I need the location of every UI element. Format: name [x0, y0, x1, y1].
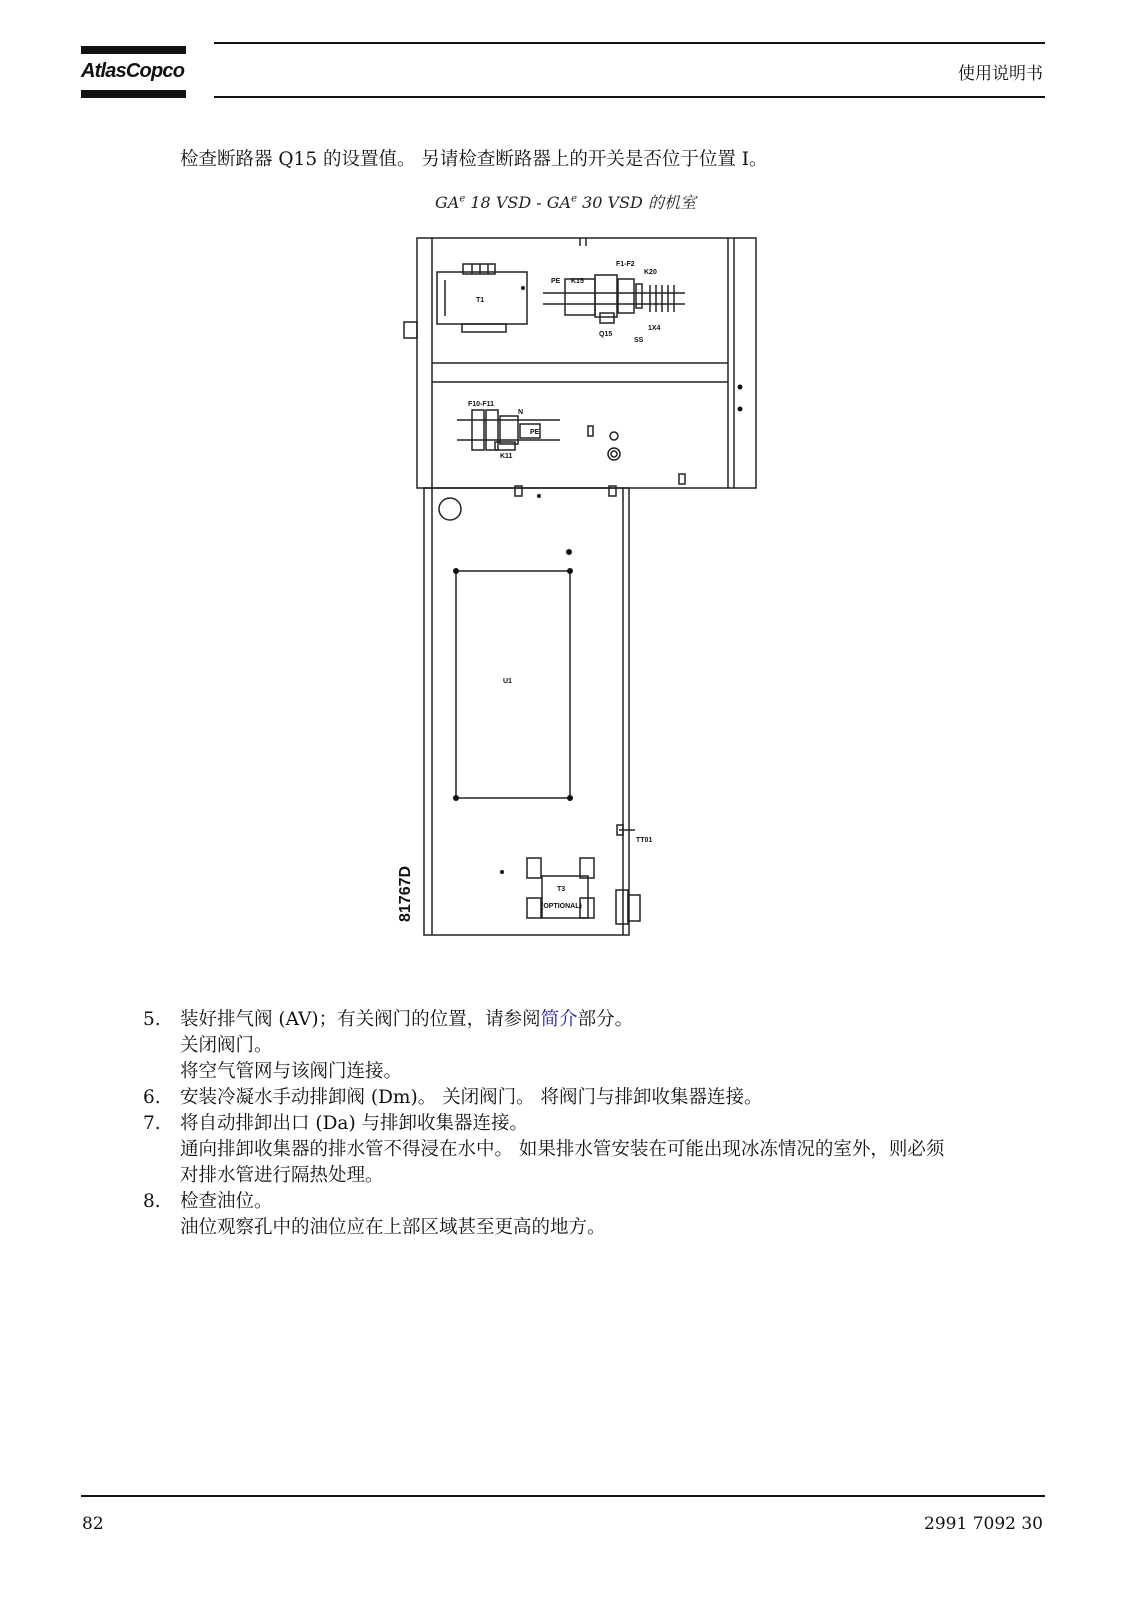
- breaker-f11: [486, 410, 498, 450]
- step-7-line-1: 将自动排卸出口 (Da) 与排卸收集器连接。: [180, 1113, 529, 1134]
- step-5-line-1: 装好排气阀 (AV)；有关阀门的位置，请参阅简介部分。: [180, 1009, 634, 1030]
- figure-caption: $GA^e$ 18 VSD - $GA^e$ 30 VSD 的机室: [435, 193, 696, 212]
- step-6-line-1: 安装冷凝水手动排卸阀 (Dm)。 关闭阀门。 将阀门与排卸收集器连接。: [180, 1087, 763, 1108]
- header-rule-bottom: [214, 96, 1045, 98]
- label-u1: U1: [503, 678, 512, 685]
- step-5-line-2: 关闭阀门。: [180, 1035, 273, 1056]
- document-number: 2991 7092 30: [924, 1514, 1043, 1534]
- step-7-line-3: 对排水管进行隔热处理。: [180, 1165, 384, 1186]
- label-t1: T1: [476, 297, 485, 304]
- page-number: 82: [82, 1514, 104, 1534]
- label-k20: K20: [644, 269, 657, 276]
- logo-bar-bottom: [81, 90, 186, 98]
- breaker-f10: [472, 410, 484, 450]
- transformer-t3: [542, 876, 588, 918]
- label-pe-bottom: PE: [530, 429, 540, 436]
- drive-u1: [456, 571, 570, 798]
- logo-bar-top: [81, 46, 186, 54]
- intro-text: 检查断路器 Q15 的设置值。 另请检查断路器上的开关是否位于位置 I。: [180, 149, 768, 170]
- label-n: N: [518, 409, 524, 416]
- step-8-line-1: 检查油位。: [180, 1191, 273, 1212]
- step-8-number: 8.: [143, 1191, 161, 1212]
- step-6-number: 6.: [143, 1087, 161, 1108]
- step-5-number: 5.: [143, 1009, 161, 1030]
- footer-rule: [81, 1495, 1045, 1497]
- label-f10-f11: F10-F11: [468, 401, 495, 408]
- label-q15: Q15: [599, 331, 613, 338]
- label-optional: (OPTIONAL): [541, 903, 582, 910]
- label-ss: SS: [634, 337, 644, 344]
- label-pe-top: PE: [551, 278, 561, 285]
- header-rule-top: [214, 42, 1045, 44]
- label-f1-f2: F1-F2: [616, 261, 635, 268]
- label-k15: K15: [571, 278, 584, 285]
- figure-reference: 81767D: [397, 865, 414, 922]
- label-k11: K11: [500, 453, 513, 460]
- step-5-line-3: 将空气管网与该阀门连接。: [180, 1061, 403, 1082]
- cabinet-diagram: [380, 230, 770, 950]
- label-1x4: 1X4: [648, 325, 661, 332]
- document-type: 使用说明书: [958, 64, 1043, 84]
- step-8-line-2: 油位观察孔中的油位应在上部区域甚至更高的地方。: [180, 1217, 606, 1238]
- label-tt01: TT01: [636, 837, 653, 844]
- breaker-q15: [595, 275, 617, 317]
- step-7-number: 7.: [143, 1113, 161, 1134]
- label-t3: T3: [557, 886, 566, 893]
- step-7-line-2: 通向排卸收集器的排水管不得浸在水中。 如果排水管安装在可能出现冰冻情况的室外，则必须: [180, 1139, 945, 1160]
- company-logo: AtlasCopco: [81, 60, 185, 82]
- intro-section-link[interactable]: 简介: [540, 1009, 578, 1030]
